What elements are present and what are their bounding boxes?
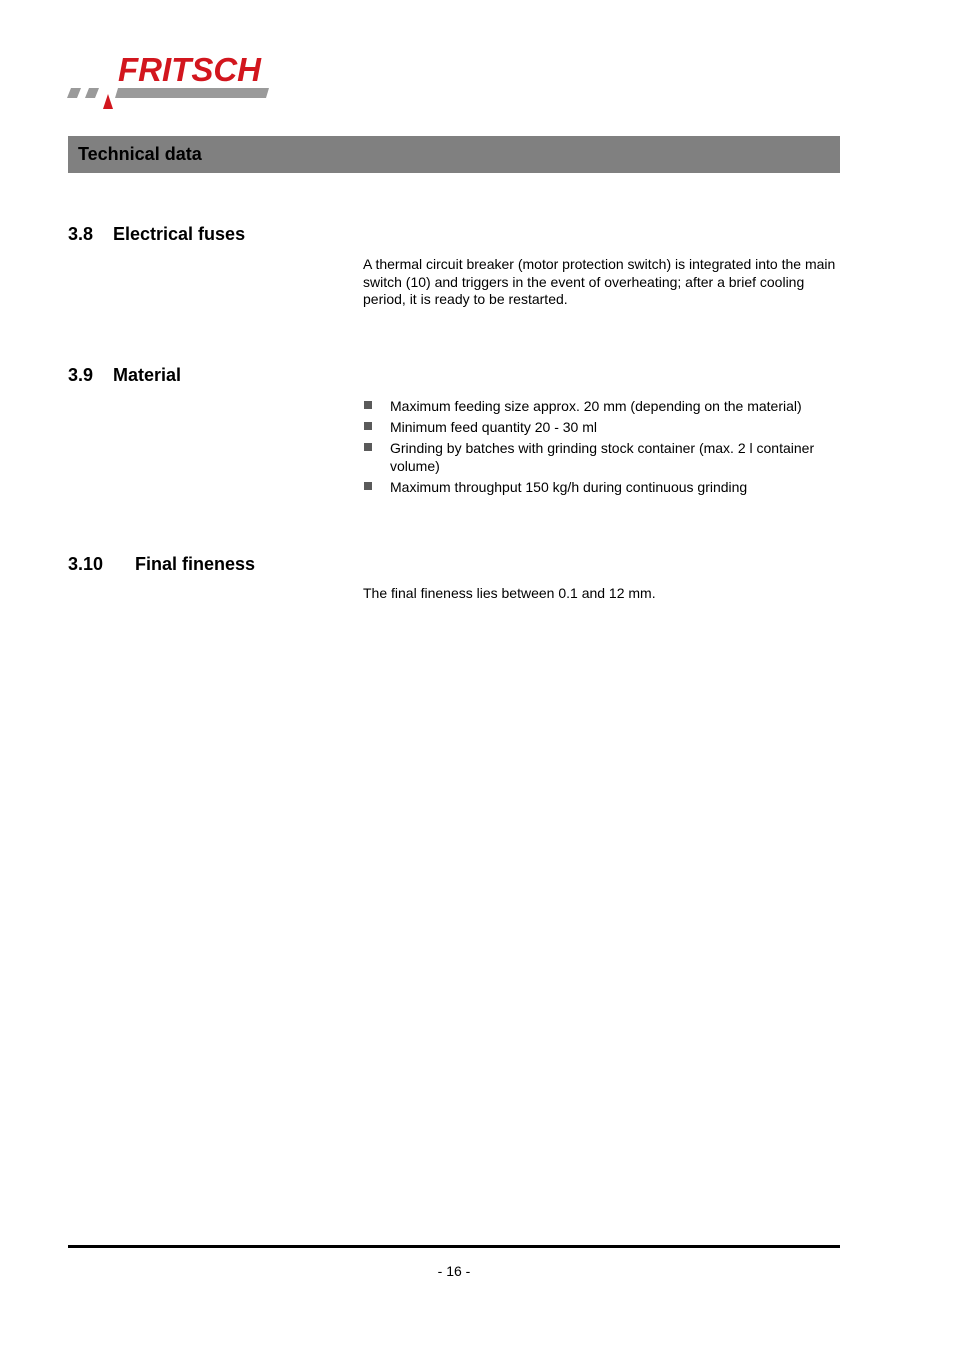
footer-divider: [68, 1245, 840, 1248]
list-item: Maximum throughput 150 kg/h during continuous grinding: [363, 479, 843, 497]
heading-title: Electrical fuses: [113, 224, 246, 244]
bullet-square-icon: [364, 401, 372, 409]
heading-number: 3.10: [68, 554, 104, 574]
fritsch-logo: [66, 50, 286, 112]
bullet-square-icon: [364, 422, 372, 430]
bullet-square-icon: [364, 443, 372, 451]
bullet-square-icon: [364, 482, 372, 490]
heading-final-fineness: [68, 554, 255, 575]
material-bullet-list: [363, 398, 843, 500]
heading-material: [68, 365, 181, 386]
list-item: Minimum feed quantity 20 - 30 ml: [363, 419, 843, 437]
brand-wordmark: FRITSCH: [118, 51, 261, 88]
section-title-bar: [68, 136, 840, 173]
heading-electrical-fuses: [68, 224, 245, 245]
list-item: Grinding by batches with grinding stock container (max. 2 l container volume): [363, 440, 843, 475]
section-title: Technical data: [78, 144, 202, 164]
heading-title: Final fineness: [135, 554, 256, 574]
electrical-fuses-text: A thermal circuit breaker (motor protection switch) is integrated into the main switch (10) and triggers in the event of overheating; after a brief cooling period, it is ready to be restarted.: [363, 256, 836, 307]
list-item: Maximum feeding size approx. 20 mm (depending on the material): [363, 398, 843, 416]
heading-title: Material: [113, 365, 182, 385]
heading-number: 3.9: [68, 365, 94, 385]
page-number: - 16 -: [437, 1263, 471, 1279]
final-fineness-text: The final fineness lies between 0.1 and 12 mm.: [363, 585, 656, 601]
heading-number: 3.8: [68, 224, 94, 244]
